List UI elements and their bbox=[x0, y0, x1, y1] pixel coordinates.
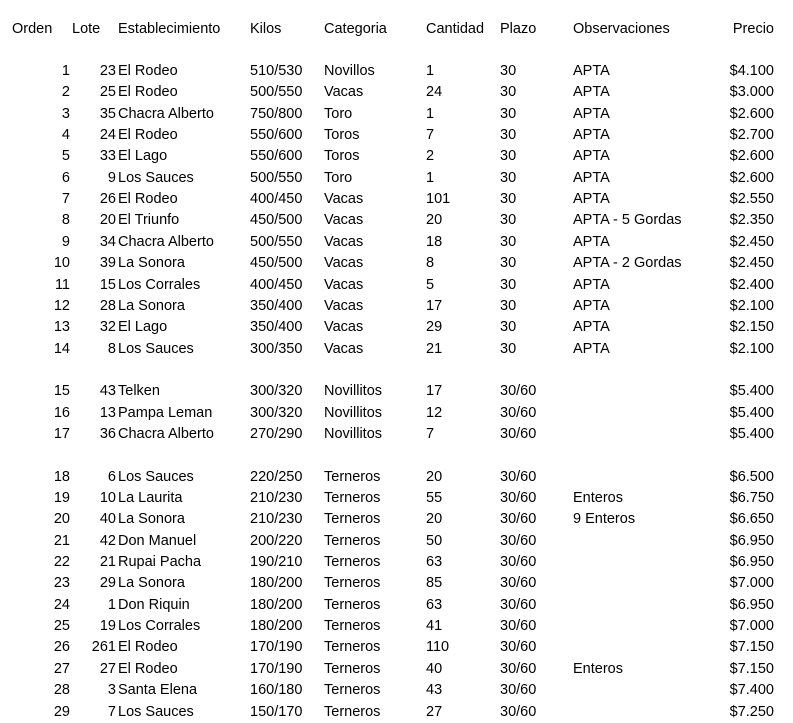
cell-plazo: 30 bbox=[500, 319, 517, 336]
cell-lote: 15 bbox=[99, 276, 116, 293]
cell-lote: 9 bbox=[107, 169, 116, 186]
cell-categoria: Terneros bbox=[324, 682, 381, 699]
cell-establecimiento: Los Sauces bbox=[118, 468, 194, 485]
cell-lote: 29 bbox=[99, 575, 116, 592]
cell-observaciones: APTA bbox=[573, 276, 610, 293]
cell-categoria: Vacas bbox=[324, 212, 364, 229]
cell-orden: 5 bbox=[61, 148, 70, 165]
cell-establecimiento: El Triunfo bbox=[118, 212, 180, 229]
cell-precio: $2.450 bbox=[729, 255, 774, 272]
cell-plazo: 30 bbox=[500, 105, 517, 122]
cell-cantidad: 110 bbox=[426, 639, 450, 656]
cell-observaciones: Enteros bbox=[573, 490, 623, 506]
cell-establecimiento: Telken bbox=[118, 383, 160, 400]
cell-kilos: 350/400 bbox=[250, 319, 303, 336]
cell-establecimiento: La Laurita bbox=[118, 490, 183, 506]
cell-orden: 16 bbox=[53, 404, 70, 421]
table-row bbox=[0, 168, 793, 189]
cell-observaciones: APTA bbox=[573, 233, 610, 250]
cell-plazo: 30/60 bbox=[500, 490, 537, 506]
cell-plazo: 30/60 bbox=[500, 660, 537, 677]
cell-lote: 42 bbox=[99, 532, 116, 549]
table-row bbox=[0, 125, 793, 146]
cell-kilos: 180/200 bbox=[250, 596, 303, 613]
cell-cantidad: 7 bbox=[426, 425, 435, 442]
cell-kilos: 210/230 bbox=[250, 490, 303, 506]
cell-observaciones: 9 Enteros bbox=[573, 511, 636, 528]
table-row bbox=[0, 616, 793, 637]
cell-plazo: 30 bbox=[500, 340, 517, 357]
header-kilos: Kilos bbox=[250, 21, 282, 37]
table-row bbox=[0, 381, 793, 402]
cell-plazo: 30 bbox=[500, 297, 517, 314]
cell-precio: $5.400 bbox=[729, 383, 774, 400]
cell-kilos: 170/190 bbox=[250, 639, 303, 656]
cell-precio: $6.500 bbox=[729, 468, 774, 485]
cell-cantidad: 5 bbox=[426, 276, 435, 293]
cell-lote: 34 bbox=[99, 233, 116, 250]
cell-lote: 21 bbox=[99, 554, 116, 571]
table-row bbox=[0, 317, 793, 338]
cell-categoria: Toro bbox=[324, 105, 353, 122]
cell-orden: 18 bbox=[53, 468, 70, 485]
cell-lote: 261 bbox=[91, 639, 116, 656]
cell-plazo: 30 bbox=[500, 169, 517, 186]
cell-plazo: 30/60 bbox=[500, 639, 537, 656]
cell-categoria: Terneros bbox=[324, 468, 381, 485]
cell-establecimiento: Don Riquin bbox=[118, 596, 190, 613]
cell-categoria: Toro bbox=[324, 169, 353, 186]
table-row bbox=[0, 509, 793, 530]
cell-lote: 43 bbox=[99, 383, 116, 400]
cell-kilos: 200/220 bbox=[250, 532, 303, 549]
cell-establecimiento: El Rodeo bbox=[118, 84, 178, 101]
cell-establecimiento: Santa Elena bbox=[118, 682, 198, 699]
cell-plazo: 30/60 bbox=[500, 425, 537, 442]
cell-precio: $2.350 bbox=[729, 212, 774, 229]
cell-kilos: 270/290 bbox=[250, 425, 303, 442]
cell-plazo: 30/60 bbox=[500, 468, 537, 485]
cell-lote: 7 bbox=[107, 703, 116, 720]
cell-plazo: 30 bbox=[500, 233, 517, 250]
cell-categoria: Toros bbox=[324, 148, 360, 165]
cell-categoria: Terneros bbox=[324, 639, 381, 656]
cell-orden: 12 bbox=[53, 297, 70, 314]
cell-lote: 3 bbox=[107, 682, 116, 699]
cell-categoria: Novillitos bbox=[324, 383, 383, 400]
cell-plazo: 30/60 bbox=[500, 383, 537, 400]
cell-plazo: 30 bbox=[500, 127, 517, 144]
cell-cantidad: 24 bbox=[426, 84, 443, 101]
cell-precio: $4.100 bbox=[729, 63, 774, 79]
cell-lote: 27 bbox=[99, 660, 116, 677]
cell-cantidad: 43 bbox=[426, 682, 443, 699]
cell-kilos: 400/450 bbox=[250, 276, 303, 293]
cell-observaciones: APTA bbox=[573, 319, 610, 336]
cell-kilos: 190/210 bbox=[250, 554, 303, 571]
cell-observaciones: APTA bbox=[573, 148, 610, 165]
cell-categoria: Novillitos bbox=[324, 404, 383, 421]
cell-establecimiento: El Rodeo bbox=[118, 127, 178, 144]
cell-precio: $2.600 bbox=[729, 105, 774, 122]
cell-categoria: Terneros bbox=[324, 554, 381, 571]
cell-orden: 19 bbox=[53, 490, 70, 506]
cell-observaciones: APTA bbox=[573, 105, 610, 122]
cell-plazo: 30 bbox=[500, 212, 517, 229]
cell-cantidad: 1 bbox=[426, 169, 435, 186]
cell-establecimiento: La Sonora bbox=[118, 255, 185, 272]
header-orden: Orden bbox=[12, 21, 53, 37]
cell-cantidad: 17 bbox=[426, 297, 443, 314]
cell-plazo: 30 bbox=[500, 276, 517, 293]
cell-lote: 25 bbox=[99, 84, 116, 101]
cell-establecimiento: Chacra Alberto bbox=[118, 105, 214, 122]
cell-precio: $2.600 bbox=[729, 169, 774, 186]
table-row bbox=[0, 210, 793, 231]
cell-cantidad: 12 bbox=[426, 404, 443, 421]
cell-precio: $7.150 bbox=[729, 660, 774, 677]
cell-kilos: 510/530 bbox=[250, 63, 303, 79]
cell-kilos: 500/550 bbox=[250, 84, 303, 101]
cell-establecimiento: Pampa Leman bbox=[118, 404, 213, 421]
cell-categoria: Vacas bbox=[324, 84, 364, 101]
cell-precio: $6.950 bbox=[729, 554, 774, 571]
cell-lote: 20 bbox=[99, 212, 116, 229]
cell-orden: 9 bbox=[61, 233, 70, 250]
cell-lote: 8 bbox=[107, 340, 116, 357]
cell-kilos: 180/200 bbox=[250, 575, 303, 592]
cell-plazo: 30/60 bbox=[500, 596, 537, 613]
cell-orden: 17 bbox=[53, 425, 70, 442]
cell-kilos: 210/230 bbox=[250, 511, 303, 528]
cell-precio: $2.550 bbox=[729, 191, 774, 208]
cell-kilos: 350/400 bbox=[250, 297, 303, 314]
cell-categoria: Novillos bbox=[324, 63, 375, 79]
cell-categoria: Vacas bbox=[324, 255, 364, 272]
cell-categoria: Novillitos bbox=[324, 425, 383, 442]
cell-establecimiento: Los Corrales bbox=[118, 276, 201, 293]
cell-orden: 26 bbox=[53, 639, 70, 656]
cell-observaciones: APTA bbox=[573, 297, 610, 314]
cell-kilos: 180/200 bbox=[250, 618, 303, 635]
cell-kilos: 300/320 bbox=[250, 383, 303, 400]
cell-cantidad: 17 bbox=[426, 383, 443, 400]
cell-precio: $3.000 bbox=[729, 84, 774, 101]
table-row bbox=[0, 702, 793, 723]
cell-kilos: 300/350 bbox=[250, 340, 303, 357]
cell-cantidad: 18 bbox=[426, 233, 443, 250]
cell-cantidad: 40 bbox=[426, 660, 443, 677]
cell-cantidad: 63 bbox=[426, 596, 443, 613]
cell-cantidad: 55 bbox=[426, 490, 443, 506]
table-row bbox=[0, 488, 793, 509]
table-row bbox=[0, 637, 793, 658]
cell-cantidad: 20 bbox=[426, 468, 443, 485]
cell-cantidad: 29 bbox=[426, 319, 443, 336]
cell-cantidad: 1 bbox=[426, 105, 435, 122]
cell-lote: 33 bbox=[99, 148, 116, 165]
cell-lote: 28 bbox=[99, 297, 116, 314]
cell-establecimiento: El Lago bbox=[118, 148, 168, 165]
cell-establecimiento: El Rodeo bbox=[118, 639, 178, 656]
cell-establecimiento: La Sonora bbox=[118, 297, 185, 314]
cell-plazo: 30/60 bbox=[500, 554, 537, 571]
cell-precio: $5.400 bbox=[729, 404, 774, 421]
cell-precio: $7.000 bbox=[729, 618, 774, 635]
cell-kilos: 450/500 bbox=[250, 212, 303, 229]
header-categoria: Categoria bbox=[324, 21, 387, 37]
cell-orden: 2 bbox=[61, 84, 70, 101]
cell-cantidad: 101 bbox=[426, 191, 451, 208]
cell-plazo: 30/60 bbox=[500, 575, 537, 592]
cell-orden: 11 bbox=[54, 276, 70, 293]
cell-kilos: 150/170 bbox=[250, 703, 303, 720]
header-lote: Lote bbox=[72, 21, 101, 37]
header-observaciones: Observaciones bbox=[573, 21, 670, 37]
cell-plazo: 30 bbox=[500, 63, 517, 79]
header-plazo: Plazo bbox=[500, 21, 537, 37]
cell-precio: $2.100 bbox=[729, 340, 774, 357]
cell-lote: 1 bbox=[107, 596, 116, 613]
cell-cantidad: 20 bbox=[426, 212, 443, 229]
cell-orden: 1 bbox=[61, 63, 70, 79]
cell-orden: 22 bbox=[53, 554, 70, 571]
cell-orden: 6 bbox=[61, 169, 70, 186]
cell-orden: 25 bbox=[53, 618, 70, 635]
cell-kilos: 550/600 bbox=[250, 148, 303, 165]
cell-cantidad: 63 bbox=[426, 554, 443, 571]
table-row bbox=[0, 146, 793, 167]
cell-cantidad: 1 bbox=[426, 63, 435, 79]
cell-orden: 29 bbox=[53, 703, 70, 720]
cell-categoria: Vacas bbox=[324, 340, 364, 357]
cell-observaciones: APTA bbox=[573, 127, 610, 144]
cell-establecimiento: El Lago bbox=[118, 319, 168, 336]
cell-orden: 24 bbox=[53, 596, 70, 613]
table-row bbox=[0, 82, 793, 103]
table-row bbox=[0, 467, 793, 488]
table-row bbox=[0, 339, 793, 360]
cell-kilos: 300/320 bbox=[250, 404, 303, 421]
cell-plazo: 30 bbox=[500, 191, 517, 208]
table-row bbox=[0, 531, 793, 552]
cell-precio: $6.950 bbox=[729, 532, 774, 549]
cell-kilos: 500/550 bbox=[250, 169, 303, 186]
cell-kilos: 160/180 bbox=[250, 682, 303, 699]
cell-lote: 24 bbox=[99, 127, 116, 144]
cell-establecimiento: El Rodeo bbox=[118, 660, 178, 677]
cell-lote: 32 bbox=[99, 319, 116, 336]
table-row bbox=[0, 189, 793, 210]
cell-cantidad: 2 bbox=[426, 148, 435, 165]
table-row bbox=[0, 275, 793, 296]
cell-categoria: Terneros bbox=[324, 575, 381, 592]
cell-orden: 8 bbox=[61, 212, 70, 229]
cell-precio: $2.100 bbox=[729, 297, 774, 314]
cell-plazo: 30/60 bbox=[500, 532, 537, 549]
cell-precio: $6.650 bbox=[729, 511, 774, 528]
table-row bbox=[0, 253, 793, 274]
cell-categoria: Terneros bbox=[324, 511, 381, 528]
cell-orden: 20 bbox=[53, 511, 70, 528]
cell-cantidad: 27 bbox=[426, 703, 443, 720]
cell-precio: $2.450 bbox=[729, 233, 774, 250]
cell-categoria: Vacas bbox=[324, 319, 364, 336]
cell-kilos: 500/550 bbox=[250, 233, 303, 250]
cell-categoria: Terneros bbox=[324, 490, 381, 506]
cell-establecimiento: La Sonora bbox=[118, 511, 185, 528]
cell-categoria: Vacas bbox=[324, 233, 364, 250]
cell-observaciones: APTA bbox=[573, 169, 610, 186]
table-row bbox=[0, 104, 793, 125]
cell-establecimiento: El Rodeo bbox=[118, 63, 178, 79]
cell-establecimiento: Los Sauces bbox=[118, 169, 194, 186]
cell-plazo: 30/60 bbox=[500, 618, 537, 635]
cell-categoria: Terneros bbox=[324, 660, 381, 677]
cell-cantidad: 85 bbox=[426, 575, 443, 592]
cell-cantidad: 20 bbox=[426, 511, 443, 528]
cell-orden: 15 bbox=[53, 383, 70, 400]
cell-establecimiento: Los Sauces bbox=[118, 340, 194, 357]
cell-precio: $5.400 bbox=[729, 425, 774, 442]
cell-cantidad: 41 bbox=[426, 618, 443, 635]
cell-orden: 23 bbox=[53, 575, 70, 592]
table-row bbox=[0, 424, 793, 445]
cell-categoria: Vacas bbox=[324, 297, 364, 314]
table-row bbox=[0, 296, 793, 317]
cell-kilos: 450/500 bbox=[250, 255, 303, 272]
cell-categoria: Terneros bbox=[324, 532, 381, 549]
cell-lote: 35 bbox=[99, 105, 116, 122]
cell-cantidad: 50 bbox=[426, 532, 443, 549]
cell-precio: $7.150 bbox=[729, 639, 774, 656]
cell-kilos: 750/800 bbox=[250, 105, 303, 122]
cell-lote: 36 bbox=[99, 425, 116, 442]
header-row bbox=[0, 19, 793, 40]
cell-precio: $6.950 bbox=[729, 596, 774, 613]
cell-orden: 3 bbox=[61, 105, 70, 122]
cell-precio: $6.750 bbox=[729, 490, 774, 506]
cell-observaciones: APTA bbox=[573, 340, 610, 357]
cell-observaciones: APTA - 5 Gordas bbox=[573, 212, 682, 229]
cell-observaciones: Enteros bbox=[573, 660, 623, 677]
cell-plazo: 30/60 bbox=[500, 511, 537, 528]
cell-precio: $2.600 bbox=[729, 148, 774, 165]
cell-categoria: Vacas bbox=[324, 276, 364, 293]
cell-orden: 10 bbox=[53, 255, 70, 272]
cell-kilos: 400/450 bbox=[250, 191, 303, 208]
cell-precio: $7.000 bbox=[729, 575, 774, 592]
cell-lote: 39 bbox=[99, 255, 116, 272]
cell-lote: 13 bbox=[99, 404, 116, 421]
table-row bbox=[0, 659, 793, 680]
cell-kilos: 220/250 bbox=[250, 468, 303, 485]
cell-establecimiento: Rupai Pacha bbox=[118, 554, 202, 571]
cell-lote: 26 bbox=[99, 191, 116, 208]
table-row bbox=[0, 403, 793, 424]
cell-observaciones: APTA bbox=[573, 191, 610, 208]
cell-observaciones: APTA - 2 Gordas bbox=[573, 255, 682, 272]
cell-orden: 4 bbox=[61, 127, 70, 144]
cell-establecimiento: El Rodeo bbox=[118, 191, 178, 208]
cell-precio: $2.400 bbox=[729, 276, 774, 293]
cell-plazo: 30 bbox=[500, 84, 517, 101]
cell-orden: 7 bbox=[61, 191, 70, 208]
header-precio: Precio bbox=[732, 21, 774, 37]
cell-plazo: 30/60 bbox=[500, 404, 537, 421]
cell-lote: 19 bbox=[99, 618, 116, 635]
cell-plazo: 30 bbox=[500, 148, 517, 165]
cell-establecimiento: Los Sauces bbox=[118, 703, 194, 720]
cell-establecimiento: Chacra Alberto bbox=[118, 425, 214, 442]
table-row bbox=[0, 552, 793, 573]
cell-orden: 21 bbox=[53, 532, 70, 549]
cell-orden: 14 bbox=[53, 340, 70, 357]
cell-categoria: Vacas bbox=[324, 191, 364, 208]
cell-precio: $2.150 bbox=[729, 319, 774, 336]
cell-plazo: 30 bbox=[500, 255, 517, 272]
cell-lote: 23 bbox=[99, 63, 116, 79]
cell-lote: 6 bbox=[107, 468, 116, 485]
cell-lote: 10 bbox=[99, 490, 116, 506]
table-row bbox=[0, 680, 793, 701]
cell-plazo: 30/60 bbox=[500, 682, 537, 699]
cell-cantidad: 7 bbox=[426, 127, 435, 144]
cell-lote: 40 bbox=[99, 511, 116, 528]
cell-observaciones: APTA bbox=[573, 84, 610, 101]
table-row bbox=[0, 232, 793, 253]
cell-establecimiento: Los Corrales bbox=[118, 618, 201, 635]
cell-precio: $7.250 bbox=[729, 703, 774, 720]
cell-categoria: Toros bbox=[324, 127, 360, 144]
header-cantidad: Cantidad bbox=[426, 21, 485, 37]
cell-precio: $2.700 bbox=[729, 127, 774, 144]
cell-establecimiento: Chacra Alberto bbox=[118, 233, 214, 250]
cell-establecimiento: Don Manuel bbox=[118, 532, 197, 549]
cell-cantidad: 21 bbox=[426, 340, 443, 357]
cell-categoria: Terneros bbox=[324, 703, 381, 720]
cell-cantidad: 8 bbox=[426, 255, 435, 272]
cell-categoria: Terneros bbox=[324, 596, 381, 613]
cell-categoria: Terneros bbox=[324, 618, 381, 635]
table-row bbox=[0, 573, 793, 594]
cell-orden: 28 bbox=[53, 682, 70, 699]
cell-orden: 27 bbox=[53, 660, 70, 677]
header-establecimiento: Establecimiento bbox=[118, 21, 221, 37]
cell-establecimiento: La Sonora bbox=[118, 575, 185, 592]
cell-observaciones: APTA bbox=[573, 63, 610, 79]
cell-plazo: 30/60 bbox=[500, 703, 537, 720]
cell-orden: 13 bbox=[53, 319, 70, 336]
table-row bbox=[0, 61, 793, 82]
cell-precio: $7.400 bbox=[729, 682, 774, 699]
cell-kilos: 170/190 bbox=[250, 660, 303, 677]
cell-kilos: 550/600 bbox=[250, 127, 303, 144]
table-row bbox=[0, 595, 793, 616]
